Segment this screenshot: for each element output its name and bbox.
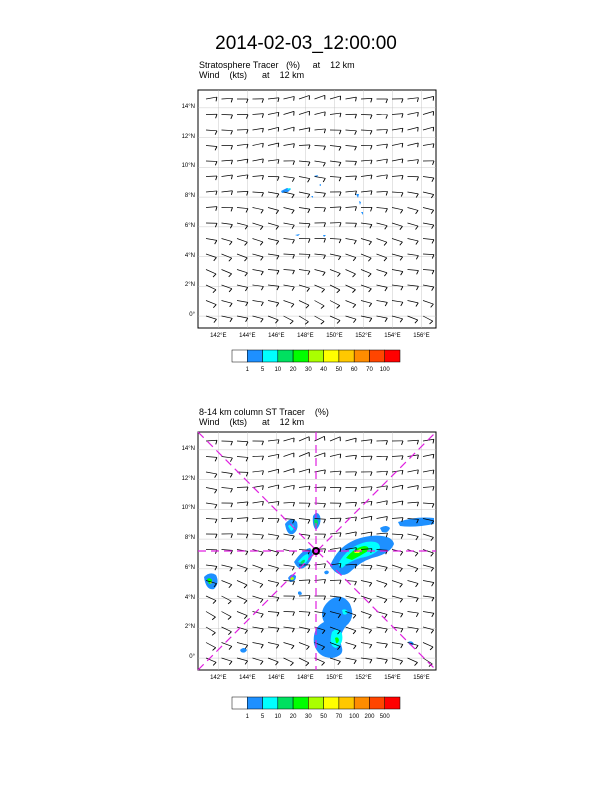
lat-tick-label: 2°N bbox=[184, 624, 195, 631]
lat-tick-label: 8°N bbox=[184, 193, 195, 200]
lon-tick-label: 154°E bbox=[384, 675, 401, 681]
lat-tick-label: 2°N bbox=[184, 282, 195, 289]
page-title: 2014-02-03_12:00:00 bbox=[215, 33, 397, 54]
colorbar-swatch bbox=[232, 697, 247, 709]
colorbar-label: 30 bbox=[305, 714, 312, 720]
lat-tick-label: 10°N bbox=[181, 505, 195, 512]
lon-tick-label: 144°E bbox=[239, 333, 256, 339]
colorbar-swatch bbox=[293, 697, 308, 709]
colorbar-label: 70 bbox=[335, 714, 343, 720]
panel2-subtitle-tracer bbox=[199, 407, 329, 417]
lat-tick-label: 12°N bbox=[181, 475, 195, 482]
lat-tick-label: 6°N bbox=[184, 564, 195, 571]
lat-tick-label: 10°N bbox=[181, 163, 195, 170]
lon-tick-label: 154°E bbox=[384, 333, 401, 339]
colorbar-label: 500 bbox=[379, 714, 390, 720]
lon-tick-label: 152°E bbox=[355, 675, 372, 681]
colorbar-label: 200 bbox=[364, 714, 375, 720]
colorbar-label: 20 bbox=[289, 367, 297, 373]
panel1-subtitle-wind bbox=[199, 70, 304, 80]
lon-tick-label: 148°E bbox=[297, 675, 314, 681]
colorbar-swatch bbox=[293, 350, 308, 362]
panel1-wind-unit: (kts) bbox=[229, 70, 248, 80]
colorbar-label: 10 bbox=[274, 367, 282, 373]
colorbar-swatch bbox=[278, 697, 293, 709]
colorbar-swatch bbox=[385, 697, 400, 709]
colorbar-swatch bbox=[308, 350, 323, 362]
lon-tick-label: 148°E bbox=[297, 333, 314, 339]
colorbar-swatch bbox=[232, 350, 247, 362]
colorbar-swatch bbox=[308, 697, 323, 709]
panel2-subtitle-wind bbox=[199, 417, 304, 427]
lat-tick-label: 14°N bbox=[181, 103, 195, 110]
colorbar-label: 20 bbox=[289, 714, 297, 720]
panel1-wind-name: Wind bbox=[199, 70, 220, 80]
lat-tick-label: 4°N bbox=[184, 594, 195, 601]
colorbar-swatch bbox=[278, 350, 293, 362]
panel2-wind-level: 12 km bbox=[279, 417, 305, 427]
panel1-wind-level: 12 km bbox=[279, 70, 305, 80]
panel1-at-label: at bbox=[312, 60, 321, 70]
panel1-field-unit: (%) bbox=[286, 60, 301, 70]
lon-tick-label: 142°E bbox=[210, 333, 227, 339]
lat-tick-label: 0° bbox=[189, 654, 195, 661]
colorbar-label: 50 bbox=[335, 367, 343, 373]
panel2-wind-name: Wind bbox=[199, 417, 220, 427]
panel1-wind-at: at bbox=[262, 70, 270, 80]
panel2-field-name: 8-14 km column ST Tracer bbox=[199, 407, 305, 417]
colorbar-swatch bbox=[339, 697, 354, 709]
colorbar-swatch bbox=[369, 697, 384, 709]
lon-tick-label: 150°E bbox=[326, 333, 343, 339]
colorbar-swatch bbox=[247, 697, 262, 709]
colorbar-label: 5 bbox=[260, 714, 265, 720]
lat-tick-label: 8°N bbox=[184, 535, 195, 542]
lat-tick-label: 4°N bbox=[184, 252, 195, 259]
colorbar-swatch bbox=[339, 350, 354, 362]
colorbar-swatch bbox=[324, 697, 339, 709]
panel1-field-name: Stratosphere Tracer bbox=[199, 60, 279, 70]
colorbar-label: 50 bbox=[320, 714, 327, 720]
panel1-map bbox=[198, 90, 436, 328]
colorbar-label: 70 bbox=[366, 367, 373, 373]
colorbar-label: 5 bbox=[260, 367, 265, 373]
colorbar-swatch bbox=[385, 350, 400, 362]
colorbar-swatch bbox=[354, 697, 369, 709]
panel2-colorbar bbox=[232, 697, 400, 709]
colorbar-label: 10 bbox=[274, 714, 282, 720]
colorbar-label: 40 bbox=[320, 367, 327, 373]
lon-tick-label: 146°E bbox=[268, 675, 285, 681]
colorbar-label: 100 bbox=[349, 714, 360, 720]
panel1-level: 12 km bbox=[330, 60, 355, 70]
lon-tick-label: 156°E bbox=[413, 675, 430, 681]
colorbar-swatch bbox=[247, 350, 262, 362]
colorbar-label: 100 bbox=[379, 367, 390, 373]
colorbar-swatch bbox=[263, 697, 278, 709]
panel2-map bbox=[198, 432, 436, 670]
panel2-wind-at: at bbox=[262, 417, 270, 427]
lat-tick-label: 6°N bbox=[184, 222, 195, 229]
lon-tick-label: 152°E bbox=[355, 333, 372, 339]
colorbar-label: 1 bbox=[245, 714, 249, 720]
lon-tick-label: 156°E bbox=[413, 333, 430, 339]
panel2-wind-unit: (kts) bbox=[229, 417, 248, 427]
colorbar-swatch bbox=[369, 350, 384, 362]
colorbar-label: 1 bbox=[245, 367, 249, 373]
panel1-subtitle-tracer bbox=[199, 60, 355, 70]
lat-tick-label: 0° bbox=[189, 312, 195, 319]
lon-tick-label: 146°E bbox=[268, 333, 285, 339]
lon-tick-label: 142°E bbox=[210, 675, 227, 681]
panel2-field-unit: (%) bbox=[314, 407, 329, 417]
colorbar-swatch bbox=[354, 350, 369, 362]
colorbar-swatch bbox=[324, 350, 339, 362]
lon-tick-label: 144°E bbox=[239, 675, 256, 681]
lat-tick-label: 14°N bbox=[181, 445, 195, 452]
colorbar-swatch bbox=[263, 350, 278, 362]
colorbar-label: 60 bbox=[350, 367, 358, 373]
panel1-colorbar bbox=[232, 350, 400, 362]
lon-tick-label: 150°E bbox=[326, 675, 343, 681]
colorbar-label: 30 bbox=[305, 367, 312, 373]
lat-tick-label: 12°N bbox=[181, 133, 195, 140]
storm-center-marker-core bbox=[314, 549, 318, 553]
